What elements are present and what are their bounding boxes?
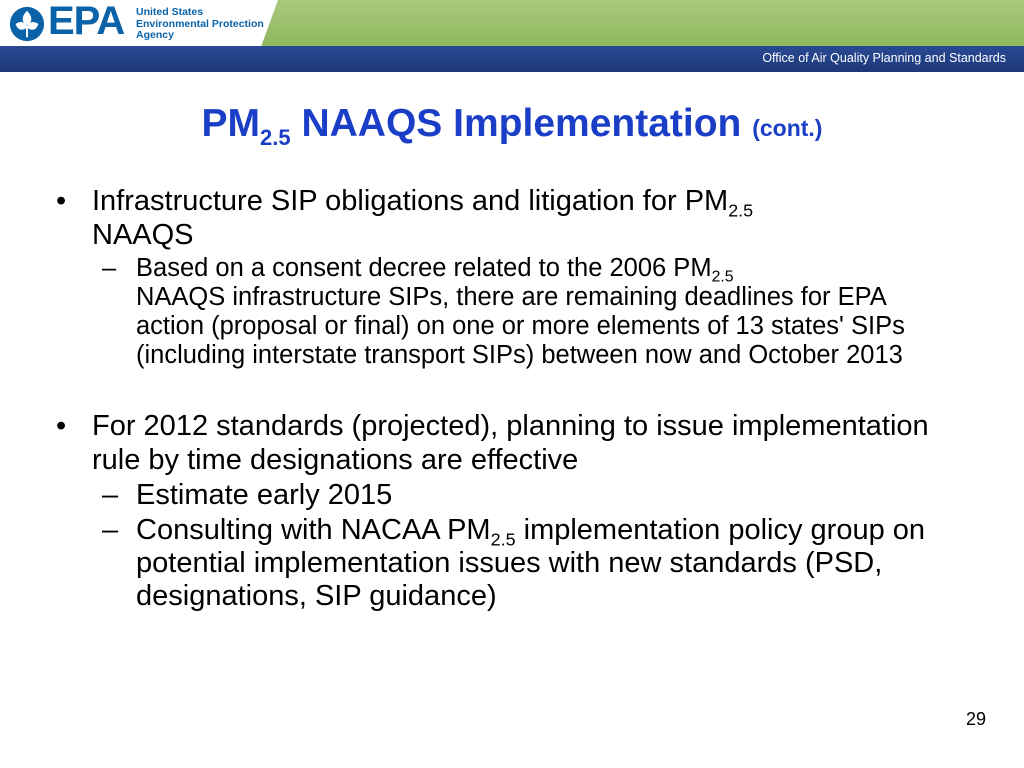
bullet-list (56, 184, 956, 613)
sub-bullet-text-part: implementation policy group on potential implementation issues with new standards (PSD, designations, SIP guidance) (136, 514, 926, 612)
sub-bullet-text (136, 514, 925, 612)
sub-bullet-item (102, 254, 956, 370)
bullet-text-part: NAAQS (92, 219, 194, 251)
epa-wordmark: EPA (48, 0, 125, 43)
agency-line-3: Agency (136, 29, 174, 41)
agency-line-1: United States (136, 6, 204, 18)
agency-line-2: Environmental Protection (136, 17, 264, 30)
page-number: 29 (966, 709, 987, 729)
bullet-item (56, 409, 956, 477)
bullet-subscript: 2.5 (728, 200, 754, 221)
sub-bullet-text-part: Consulting with NACAA PM (136, 514, 491, 546)
sub-bullet-list (102, 479, 956, 613)
sub-bullet-marker: – (102, 254, 117, 282)
sub-bullet-text: Estimate early 2015 (136, 479, 393, 511)
epa-logo (8, 0, 268, 44)
agency-name (136, 7, 264, 42)
bullet-marker: • (56, 185, 67, 217)
title-main: PM (201, 102, 261, 145)
bullet-item (56, 184, 956, 252)
slide-header (0, 0, 1024, 72)
sub-bullet-marker: – (102, 479, 119, 511)
office-name: Office of Air Quality Planning and Standards (762, 51, 1006, 65)
title-rest: NAAQS Implementation (290, 102, 753, 145)
title-cont: (cont.) (752, 115, 823, 141)
bullet-text: For 2012 standards (projected), planning to issue implementation rule by time designations are effective (92, 410, 929, 476)
sub-bullet-subscript: 2.5 (711, 268, 734, 286)
sub-bullet-list (102, 254, 956, 370)
sub-bullet-text (136, 254, 905, 369)
sub-bullet-item (102, 479, 956, 512)
title-subscript: 2.5 (260, 125, 291, 150)
sub-bullet-marker: – (102, 514, 119, 546)
sub-bullet-text-part: Based on a consent decree related to the 2006 PM (136, 254, 712, 282)
header-green-band (258, 0, 1024, 46)
sub-bullet-text-part: NAAQS infrastructure SIPs, there are remaining deadlines for EPA action (proposal or final) on one or more elements of 13 states' SIPs (including interstate transport SIPs) between now and October 2013 (136, 283, 905, 369)
sub-bullet-item (102, 514, 956, 613)
sub-bullet-subscript: 2.5 (490, 529, 516, 550)
slide-title (0, 102, 1024, 150)
bullet-text-part: Infrastructure SIP obligations and litigation for PM (92, 185, 729, 217)
bullet-marker: • (56, 410, 67, 442)
bullet-text (92, 185, 753, 251)
epa-flower-icon (8, 5, 46, 43)
